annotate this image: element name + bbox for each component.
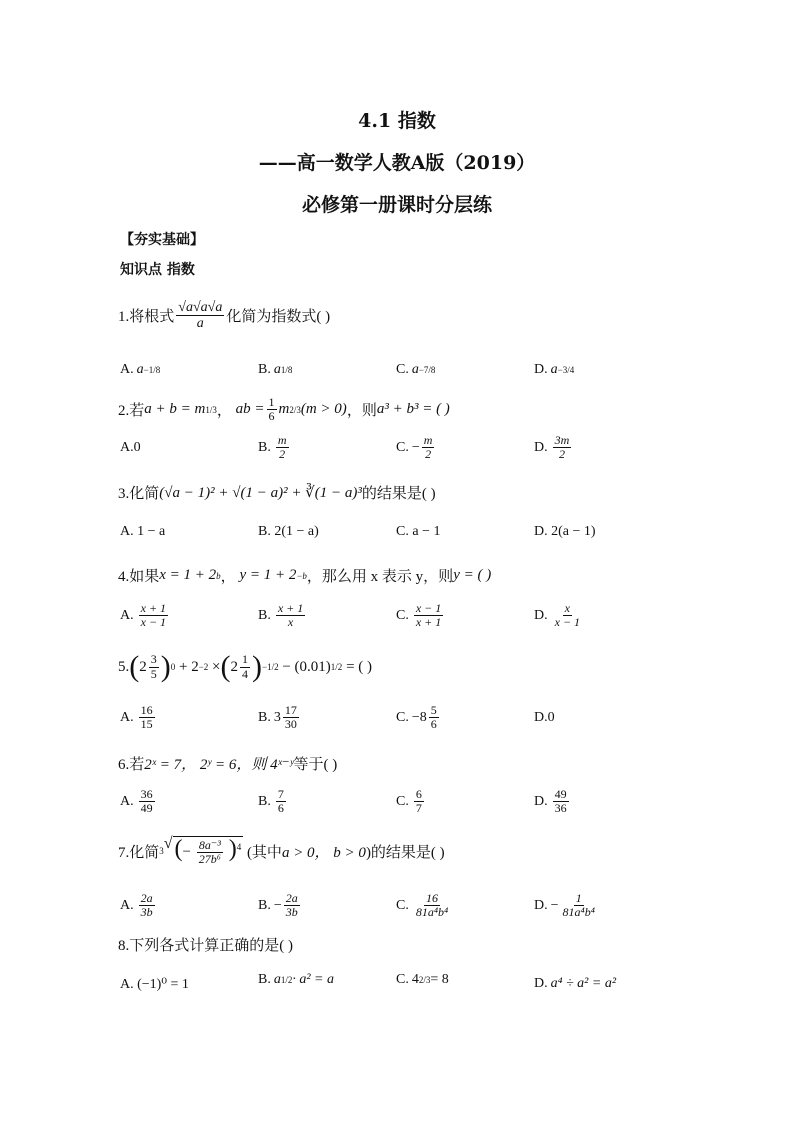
page-subtitle-2: 必修第一册课时分层练	[301, 194, 492, 216]
q5-option-b: B. 3 $\frac{17}{30}$	[258, 703, 297, 732]
q5-option-d: D.0	[534, 710, 555, 725]
question-1	[118, 300, 330, 332]
question-3: 3.化简 (√a − 1)² + √(1 − a)² + ∛(1 − a)³ 的结果是( )	[118, 485, 436, 502]
question-1-fraction: $\frac{√a√a√a}{a}$	[178, 300, 223, 332]
q2-option-d: D. $\frac{3m}{2}$	[534, 433, 570, 462]
q7-option-c: C. $\frac{16}{\text{81a⁴b⁴}}$	[396, 891, 449, 920]
q4-option-b: B. $\frac{x + 1}{x}$	[258, 601, 304, 630]
q6-option-b: B. $\frac{7}{6}$	[258, 787, 284, 816]
question-1-stem-post: 化简为指数式( )	[226, 309, 331, 326]
q3-option-b: B. 2(1 − a)	[258, 524, 319, 539]
question-5: 5. ( 2 $\frac{3}{5}$ ) 0 + 2 −2 × ( 2 $\frac{1}{4}$ ) −1/2 − (0.01) 1/2 = ( )	[118, 650, 373, 683]
cube-root: √ (− $\frac{\text{8a⁻³}}{\text{27b⁶}}$ )$^4$	[163, 835, 242, 867]
q3-option-a: A. 1 − a	[120, 524, 166, 539]
q6-option-a: A. $\frac{36}{49}$	[120, 787, 153, 816]
q7-option-b: B. − $\frac{2a}{3b}$	[258, 891, 298, 920]
q4-option-d: D. $\frac{x}{x - 1}$	[534, 601, 581, 630]
q8-option-b: B. a 1/2 · a² = a	[258, 972, 335, 987]
section-heading-topic: 知识点 指数	[120, 262, 195, 278]
q2-option-a: A.0	[120, 440, 141, 455]
q3-option-d: D. 2(a − 1)	[534, 524, 596, 539]
q1-option-c: C. a −7/8	[396, 362, 436, 377]
q7-option-d: D. − $\frac{1}{\text{81a⁴b⁴}}$	[534, 891, 595, 920]
q1-option-d: D. a −3/4	[534, 362, 575, 377]
question-7: 7.化简 3 √ (− $\frac{\text{8a⁻³}}{\text{27b⁶}}$ )$^4$ (其中 a > 0， b > 0 )的结果是( )	[118, 835, 445, 867]
q5-option-a: A. $\frac{16}{15}$	[120, 703, 153, 732]
question-2: 2.若 a + b = m 1/3 ， ab = $\frac{1}{6}$ m 2/3 (m > 0) ，则 a³ + b³ = ( )	[118, 395, 450, 424]
section-heading-basic: 【夯实基础】	[120, 232, 204, 248]
q7-option-a: A. $\frac{2a}{3b}$	[120, 891, 153, 920]
question-4: 4.如果 x = 1 + 2 b ， y = 1 + 2 −b ，那么用 x 表示 y，则 y = ( )	[118, 567, 492, 585]
question-1-stem-pre: 1.将根式	[118, 309, 175, 326]
q5-option-c: C. −8 $\frac{5}{6}$	[396, 703, 437, 732]
q1-option-a: A. a −1/8	[120, 362, 161, 377]
q3-option-c: C. a − 1	[396, 524, 441, 539]
page-title: 4.1 指数	[358, 110, 436, 132]
q6-option-d: D. $\frac{49}{36}$	[534, 787, 567, 816]
question-6: 6.若 2ˣ = 7， 2ʸ = 6，则 4ˣ⁻ʸ 等于( )	[118, 757, 338, 773]
q4-option-c: C. $\frac{x - 1}{x + 1}$	[396, 601, 442, 630]
q8-option-d: D. a⁴ ÷ a² = a²	[534, 976, 617, 991]
q8-option-c: C. 4 2/3 = 8	[396, 972, 449, 987]
q2-option-b: B. $\frac{m}{2}$	[258, 433, 287, 462]
question-3-expression: (√a − 1)² + √(1 − a)² + ∛(1 − a)³	[159, 485, 362, 501]
q1-option-b: B. a 1/8	[258, 362, 293, 377]
page-subtitle: ——高一数学人教A版（2019）	[258, 152, 536, 174]
q4-option-a: A. $\frac{x + 1}{x - 1}$	[120, 601, 167, 630]
q8-option-a: A. (−1)⁰ = 1	[120, 977, 189, 992]
q2-option-c: C. − $\frac{m}{2}$	[396, 433, 433, 462]
q6-option-c: C. $\frac{6}{7}$	[396, 787, 422, 816]
question-8: 8.下列各式计算正确的是( )	[118, 938, 293, 954]
